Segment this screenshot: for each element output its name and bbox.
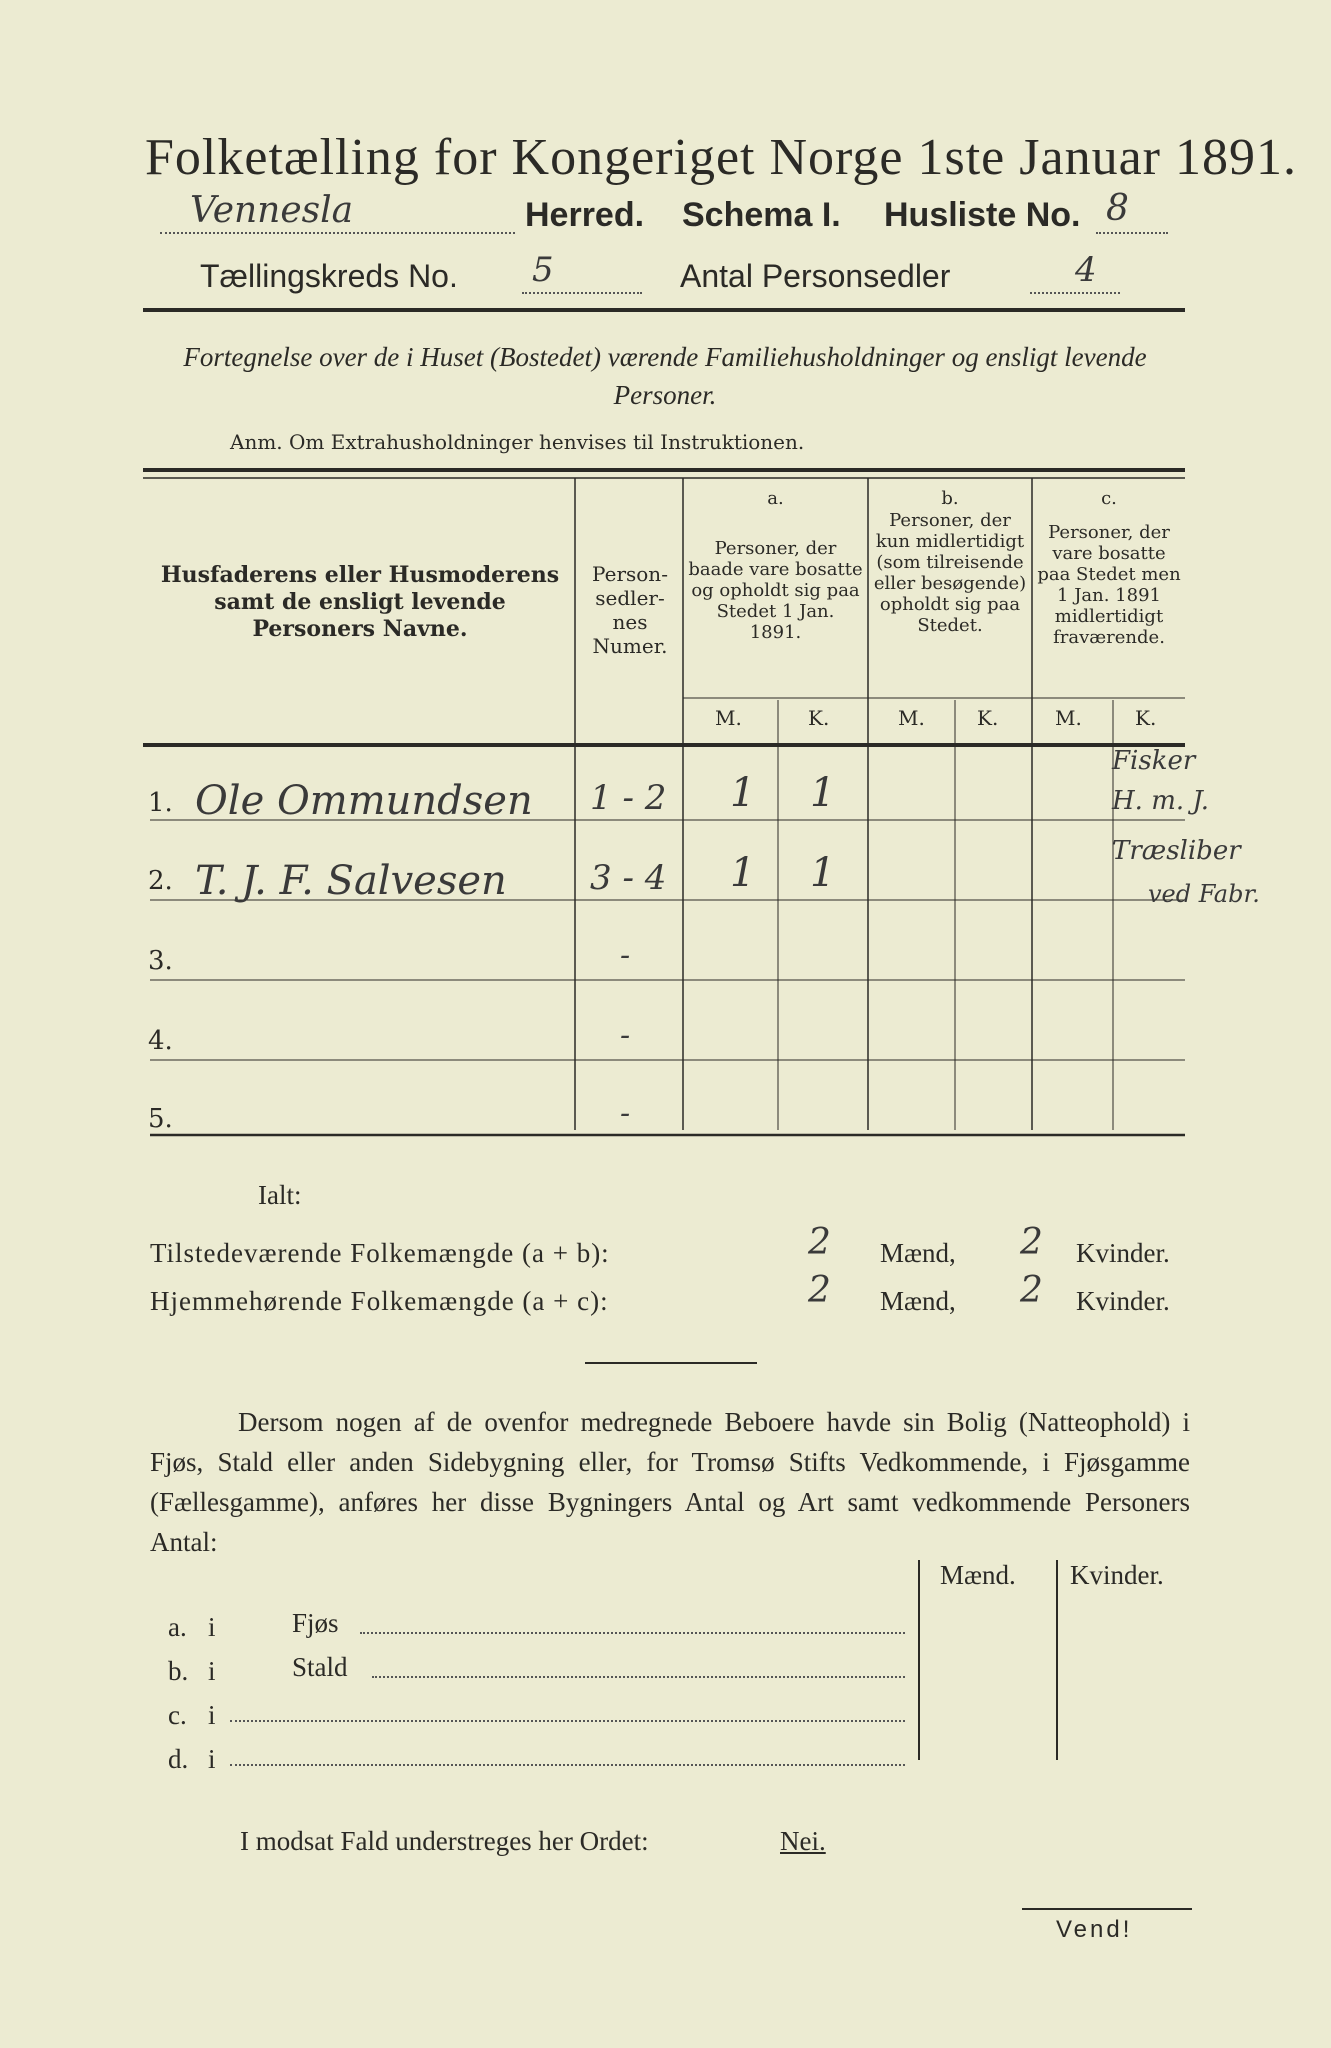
col-a-letter: a. bbox=[767, 488, 784, 509]
row-1-note-2: H. m. J. bbox=[1112, 786, 1210, 816]
row-1-note-1: Fisker bbox=[1112, 746, 1196, 776]
col-header-a: Personer, der baade vare bosatte og opholdt sig paa Stedet 1 Jan. 1891. bbox=[688, 538, 863, 643]
tilst-kvinder: Kvinder. bbox=[1076, 1238, 1170, 1268]
row-2-name: T. J. F. Salvesen bbox=[195, 858, 507, 904]
row-3-numer: - bbox=[620, 938, 631, 973]
col-c-letter: c. bbox=[1101, 488, 1117, 509]
tilst-maend: Mænd, bbox=[880, 1238, 956, 1268]
husliste-label: Husliste No. bbox=[884, 196, 1081, 234]
building-b-i: i bbox=[208, 1656, 216, 1686]
herred-label: Herred. bbox=[525, 196, 645, 234]
subtitle: Fortegnelse over de i Huset (Bostedet) værende Familiehusholdninger og ensligt levende Personer. bbox=[183, 342, 1147, 410]
c-k-header: K. bbox=[1135, 706, 1157, 730]
building-b-label: Stald bbox=[292, 1652, 348, 1682]
row-1-a-k: 1 bbox=[810, 770, 836, 816]
ialt-label: Ialt: bbox=[258, 1180, 302, 1210]
a-k-header: K. bbox=[808, 706, 830, 730]
kreds-value: 5 bbox=[532, 250, 554, 290]
buildings-divider-2 bbox=[1056, 1560, 1058, 1760]
vend-rule bbox=[1022, 1908, 1192, 1910]
building-b-letter: b. bbox=[168, 1656, 189, 1686]
row-2-note-1: Træsliber bbox=[1112, 836, 1241, 866]
hjem-k-value: 2 bbox=[1020, 1270, 1043, 1311]
row-2-a-k: 1 bbox=[810, 850, 836, 896]
c-m-header: M. bbox=[1055, 706, 1082, 730]
building-a-letter: a. bbox=[168, 1612, 187, 1642]
hjem-m-value: 2 bbox=[808, 1270, 831, 1311]
building-c-dots bbox=[230, 1720, 905, 1722]
tilst-m-value: 2 bbox=[808, 1222, 831, 1263]
hjem-maend: Mænd, bbox=[880, 1286, 956, 1316]
row-2-numer: 3 - 4 bbox=[590, 858, 667, 898]
row-2-note-2: ved Fabr. bbox=[1148, 880, 1260, 908]
building-a-label: Fjøs bbox=[292, 1608, 339, 1638]
antal-label: Antal Personsedler bbox=[680, 258, 951, 294]
b-m-header: M. bbox=[898, 706, 925, 730]
row-2-num: 2. bbox=[148, 866, 173, 896]
col-header-c: Personer, der vare bosatte paa Stedet men 1 Jan. 1891 midlertidigt fraværende. bbox=[1037, 522, 1181, 648]
form-title: Folketælling for Kongeriget Norge 1ste Januar 1891. bbox=[145, 129, 1297, 186]
col-header-names: Husfaderens eller Husmoderens samt de ensligt levende Personers Navne. bbox=[160, 562, 560, 642]
building-b-dots bbox=[372, 1676, 905, 1678]
row-1-name: Ole Ommundsen bbox=[195, 778, 533, 824]
row-5-numer: - bbox=[620, 1096, 631, 1131]
buildings-kvinder-header: Kvinder. bbox=[1070, 1560, 1164, 1590]
kreds-label: Tællingskreds No. bbox=[200, 258, 458, 294]
footer-text: I modsat Fald understreges her Ordet: bbox=[240, 1826, 649, 1856]
buildings-divider-1 bbox=[918, 1560, 920, 1760]
footer-nei: Nei. bbox=[780, 1826, 826, 1856]
row-5-num: 5. bbox=[148, 1104, 173, 1134]
herred-value: Vennesla bbox=[190, 190, 354, 231]
row-4-numer: - bbox=[620, 1018, 631, 1053]
schema-label: Schema I. bbox=[682, 196, 841, 234]
tilst-k-value: 2 bbox=[1020, 1222, 1043, 1263]
building-c-i: i bbox=[208, 1700, 216, 1730]
col-header-b: Personer, der kun midlertidigt (som tilreisende eller besøgende) opholdt sig paa Stedet. bbox=[873, 510, 1027, 636]
col-b-letter: b. bbox=[941, 488, 959, 509]
building-d-letter: d. bbox=[168, 1744, 189, 1774]
sidebuilding-paragraph: Dersom nogen af de ovenfor medregnede Beboere havde sin Bolig (Natteophold) i Fjøs, Stald eller anden Sidebygning eller, for Tromsø Stifts Vedkommende, i Fjøsgamme (Fællesgamme), anføres her disse Bygningers Antal og Art samt vedkommende Personers Antal: bbox=[150, 1407, 1190, 1557]
buildings-maend-header: Mænd. bbox=[940, 1560, 1016, 1590]
building-a-dots bbox=[360, 1632, 905, 1634]
vend-label: Vend! bbox=[1056, 1916, 1133, 1943]
row-1-num: 1. bbox=[148, 788, 173, 818]
building-a-i: i bbox=[208, 1612, 216, 1642]
row-1-a-m: 1 bbox=[730, 770, 756, 816]
divider bbox=[585, 1362, 757, 1364]
row-2-a-m: 1 bbox=[730, 850, 756, 896]
row-4-num: 4. bbox=[148, 1026, 173, 1056]
a-m-header: M. bbox=[715, 706, 742, 730]
tilst-label: Tilstedeværende Folkemængde (a + b): bbox=[150, 1238, 610, 1268]
annotation-note: Anm. Om Extrahusholdninger henvises til Instruktionen. bbox=[230, 430, 805, 454]
row-1-numer: 1 - 2 bbox=[590, 778, 667, 818]
hjem-label: Hjemmehørende Folkemængde (a + c): bbox=[150, 1286, 609, 1316]
building-d-dots bbox=[230, 1764, 905, 1766]
antal-value: 4 bbox=[1075, 250, 1097, 290]
col-header-numer: Person-sedler-nes Numer. bbox=[592, 562, 668, 658]
building-d-i: i bbox=[208, 1744, 216, 1774]
husliste-value: 8 bbox=[1106, 188, 1129, 229]
building-c-letter: c. bbox=[168, 1700, 187, 1730]
row-3-num: 3. bbox=[148, 946, 173, 976]
b-k-header: K. bbox=[977, 706, 999, 730]
hjem-kvinder: Kvinder. bbox=[1076, 1286, 1170, 1316]
